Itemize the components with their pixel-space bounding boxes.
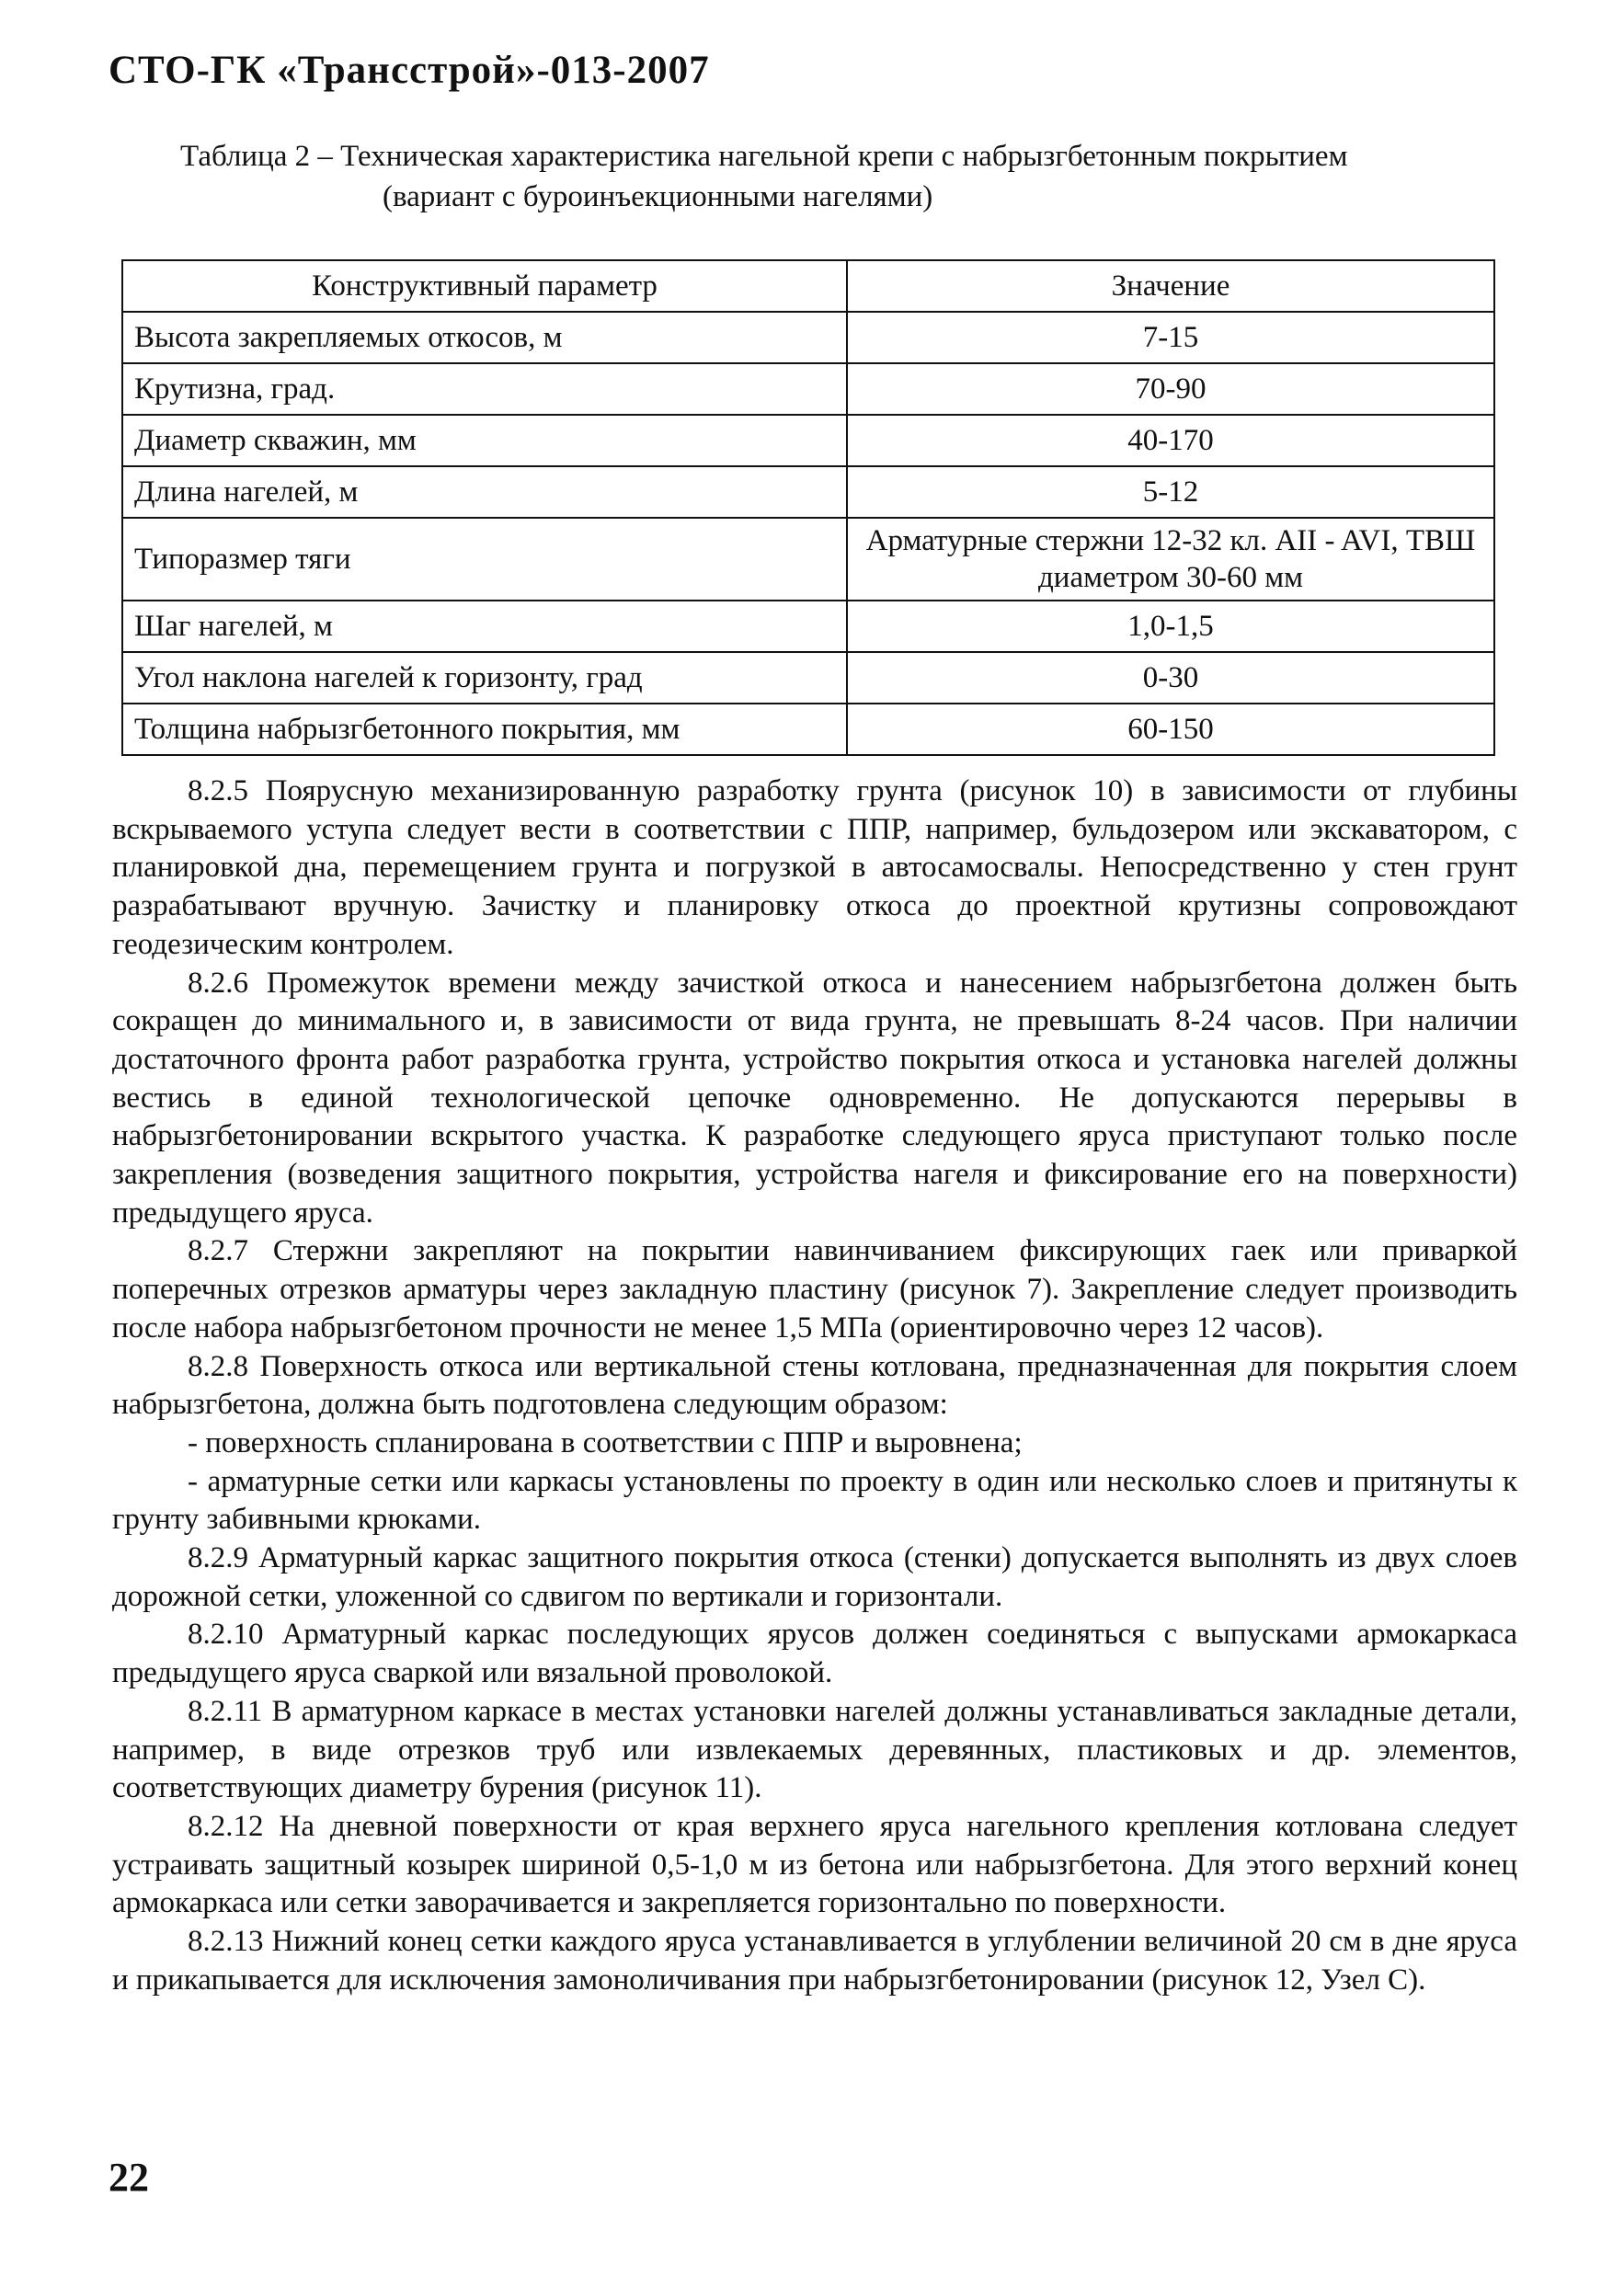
list-item-surface-planned: - поверхность спланирована в соответствии с ППР и выровнена; [188,1425,1023,1459]
paragraph-8-2-5: 8.2.5 Поярусную механизированную разработку грунта (рисунок 10) в зависимости от глубины вскрываемого уступа следует вести в соответствии с ППР, например, бульдозером или экскаватором, с планировкой дна, перемещением грунта и погрузкой в автосамосвалы. Непосредственно у стен грунт разрабатывают вручную. Зачистку и планировку откоса до проектной крутизны сопровождают геодезическим контролем. [112,774,1517,961]
parameter-cell: Длина нагелей, м [122,466,847,518]
table-row [122,415,1494,466]
value-cell: 70-90 [847,363,1494,415]
paragraph-8-2-12: 8.2.12 На дневной поверхности от края верхнего яруса нагельного крепления котлована следует устраивать защитный козырек шириной 0,5-1,0 м из бетона или набрызгбетона. Для этого верхний конец армокаркаса или сетки заворачивается и закрепляется горизонтально по поверхности. [112,1809,1517,1920]
page-number: 22 [109,2155,149,2200]
parameter-cell: Крутизна, град. [122,363,847,415]
technical-characteristics-table [121,259,1495,756]
document-body [112,773,1517,2000]
table-header-row [122,260,1494,312]
paragraph-8-2-7: 8.2.7 Стержни закрепляют на покрытии навинчиванием фиксирующих гаек или приваркой поперечных отрезков арматуры через закладную пластину (рисунок 7). Закрепление следует производить после набора набрызгбетоном прочности не менее 1,5 МПа (ориентировочно через 12 часов). [112,1234,1517,1345]
value-cell: 60-150 [847,704,1494,755]
paragraph-8-2-11: 8.2.11 В арматурном каркасе в местах установки нагелей должны устанавливаться закладные детали, например, в виде отрезков труб или извлекаемых деревянных, пластиковых и др. элементов, соответствующих диаметру бурения (рисунок 11). [112,1694,1517,1805]
document-code-header: СТО-ГК «Трансстрой»-013-2007 [109,49,710,92]
table-row [122,601,1494,652]
parameter-cell: Толщина набрызгбетонного покрытия, мм [122,704,847,755]
paragraph-8-2-9: 8.2.9 Арматурный каркас защитного покрытия откоса (стенки) допускается выполнять из двух слоев дорожной сетки, уложенной со сдвигом по вертикали и горизонтали. [112,1541,1517,1613]
table-row [122,312,1494,363]
parameter-cell: Типоразмер тяги [122,518,847,601]
table-row [122,652,1494,704]
value-cell: 1,0-1,5 [847,601,1494,652]
value-cell: 5-12 [847,466,1494,518]
table-row [122,363,1494,415]
table-caption [180,136,1523,217]
table-caption-line-1: Таблица 2 – Техническая характеристика нагельной крепи с набрызгбетонным покрытием [180,140,1348,173]
parameter-cell: Угол наклона нагелей к горизонту, град [122,652,847,704]
table-caption-line-2: (вариант с буроинъекционными нагелями) [383,180,933,213]
paragraph-8-2-6: 8.2.6 Промежуток времени между зачисткой откоса и нанесением набрызгбетона должен быть сокращен до минимального и, в зависимости от вида грунта, не превышать 8-24 часов. При наличии достаточного фронта работ разработка грунта, устройство покрытия откоса и установка нагелей должны вестись в единой технологической цепочке одновременно. Не допускаются перерывы в набрызгбетонировании вскрытого участка. К разработке следующего яруса приступают только после закрепления (возведения защитного покрытия, устройства нагеля и фиксирование его на поверхности) предыдущего яруса. [112,966,1517,1230]
column-header-value: Значение [847,260,1494,312]
value-cell: Арматурные стержни 12-32 кл. AII - AVI, ТВШ диаметром 30-60 мм [847,518,1494,601]
value-cell: 0-30 [847,652,1494,704]
value-cell: 40-170 [847,415,1494,466]
list-item-mesh-installed: - арматурные сетки или каркасы установлены по проекту в один или несколько слоев и притянуты к грунту забивными крюками. [112,1464,1517,1537]
table-row [122,466,1494,518]
value-cell: 7-15 [847,312,1494,363]
parameter-cell: Шаг нагелей, м [122,601,847,652]
paragraph-8-2-13: 8.2.13 Нижний конец сетки каждого яруса устанавливается в углублении величиной 20 см в дне яруса и прикапывается для исключения замоноличивания при набрызгбетонировании (рисунок 12, Узел С). [112,1925,1517,1997]
table-row [122,518,1494,601]
paragraph-8-2-10: 8.2.10 Арматурный каркас последующих ярусов должен соединяться с выпусками армокаркаса предыдущего яруса сваркой или вязальной проволокой. [112,1618,1517,1690]
table-row [122,704,1494,755]
parameter-cell: Диаметр скважин, мм [122,415,847,466]
column-header-parameter: Конструктивный параметр [122,260,847,312]
parameter-cell: Высота закрепляемых откосов, м [122,312,847,363]
paragraph-8-2-8: 8.2.8 Поверхность откоса или вертикальной стены котлована, предназначенная для покрытия слоем набрызгбетона, должна быть подготовлена следующим образом: [112,1349,1517,1422]
